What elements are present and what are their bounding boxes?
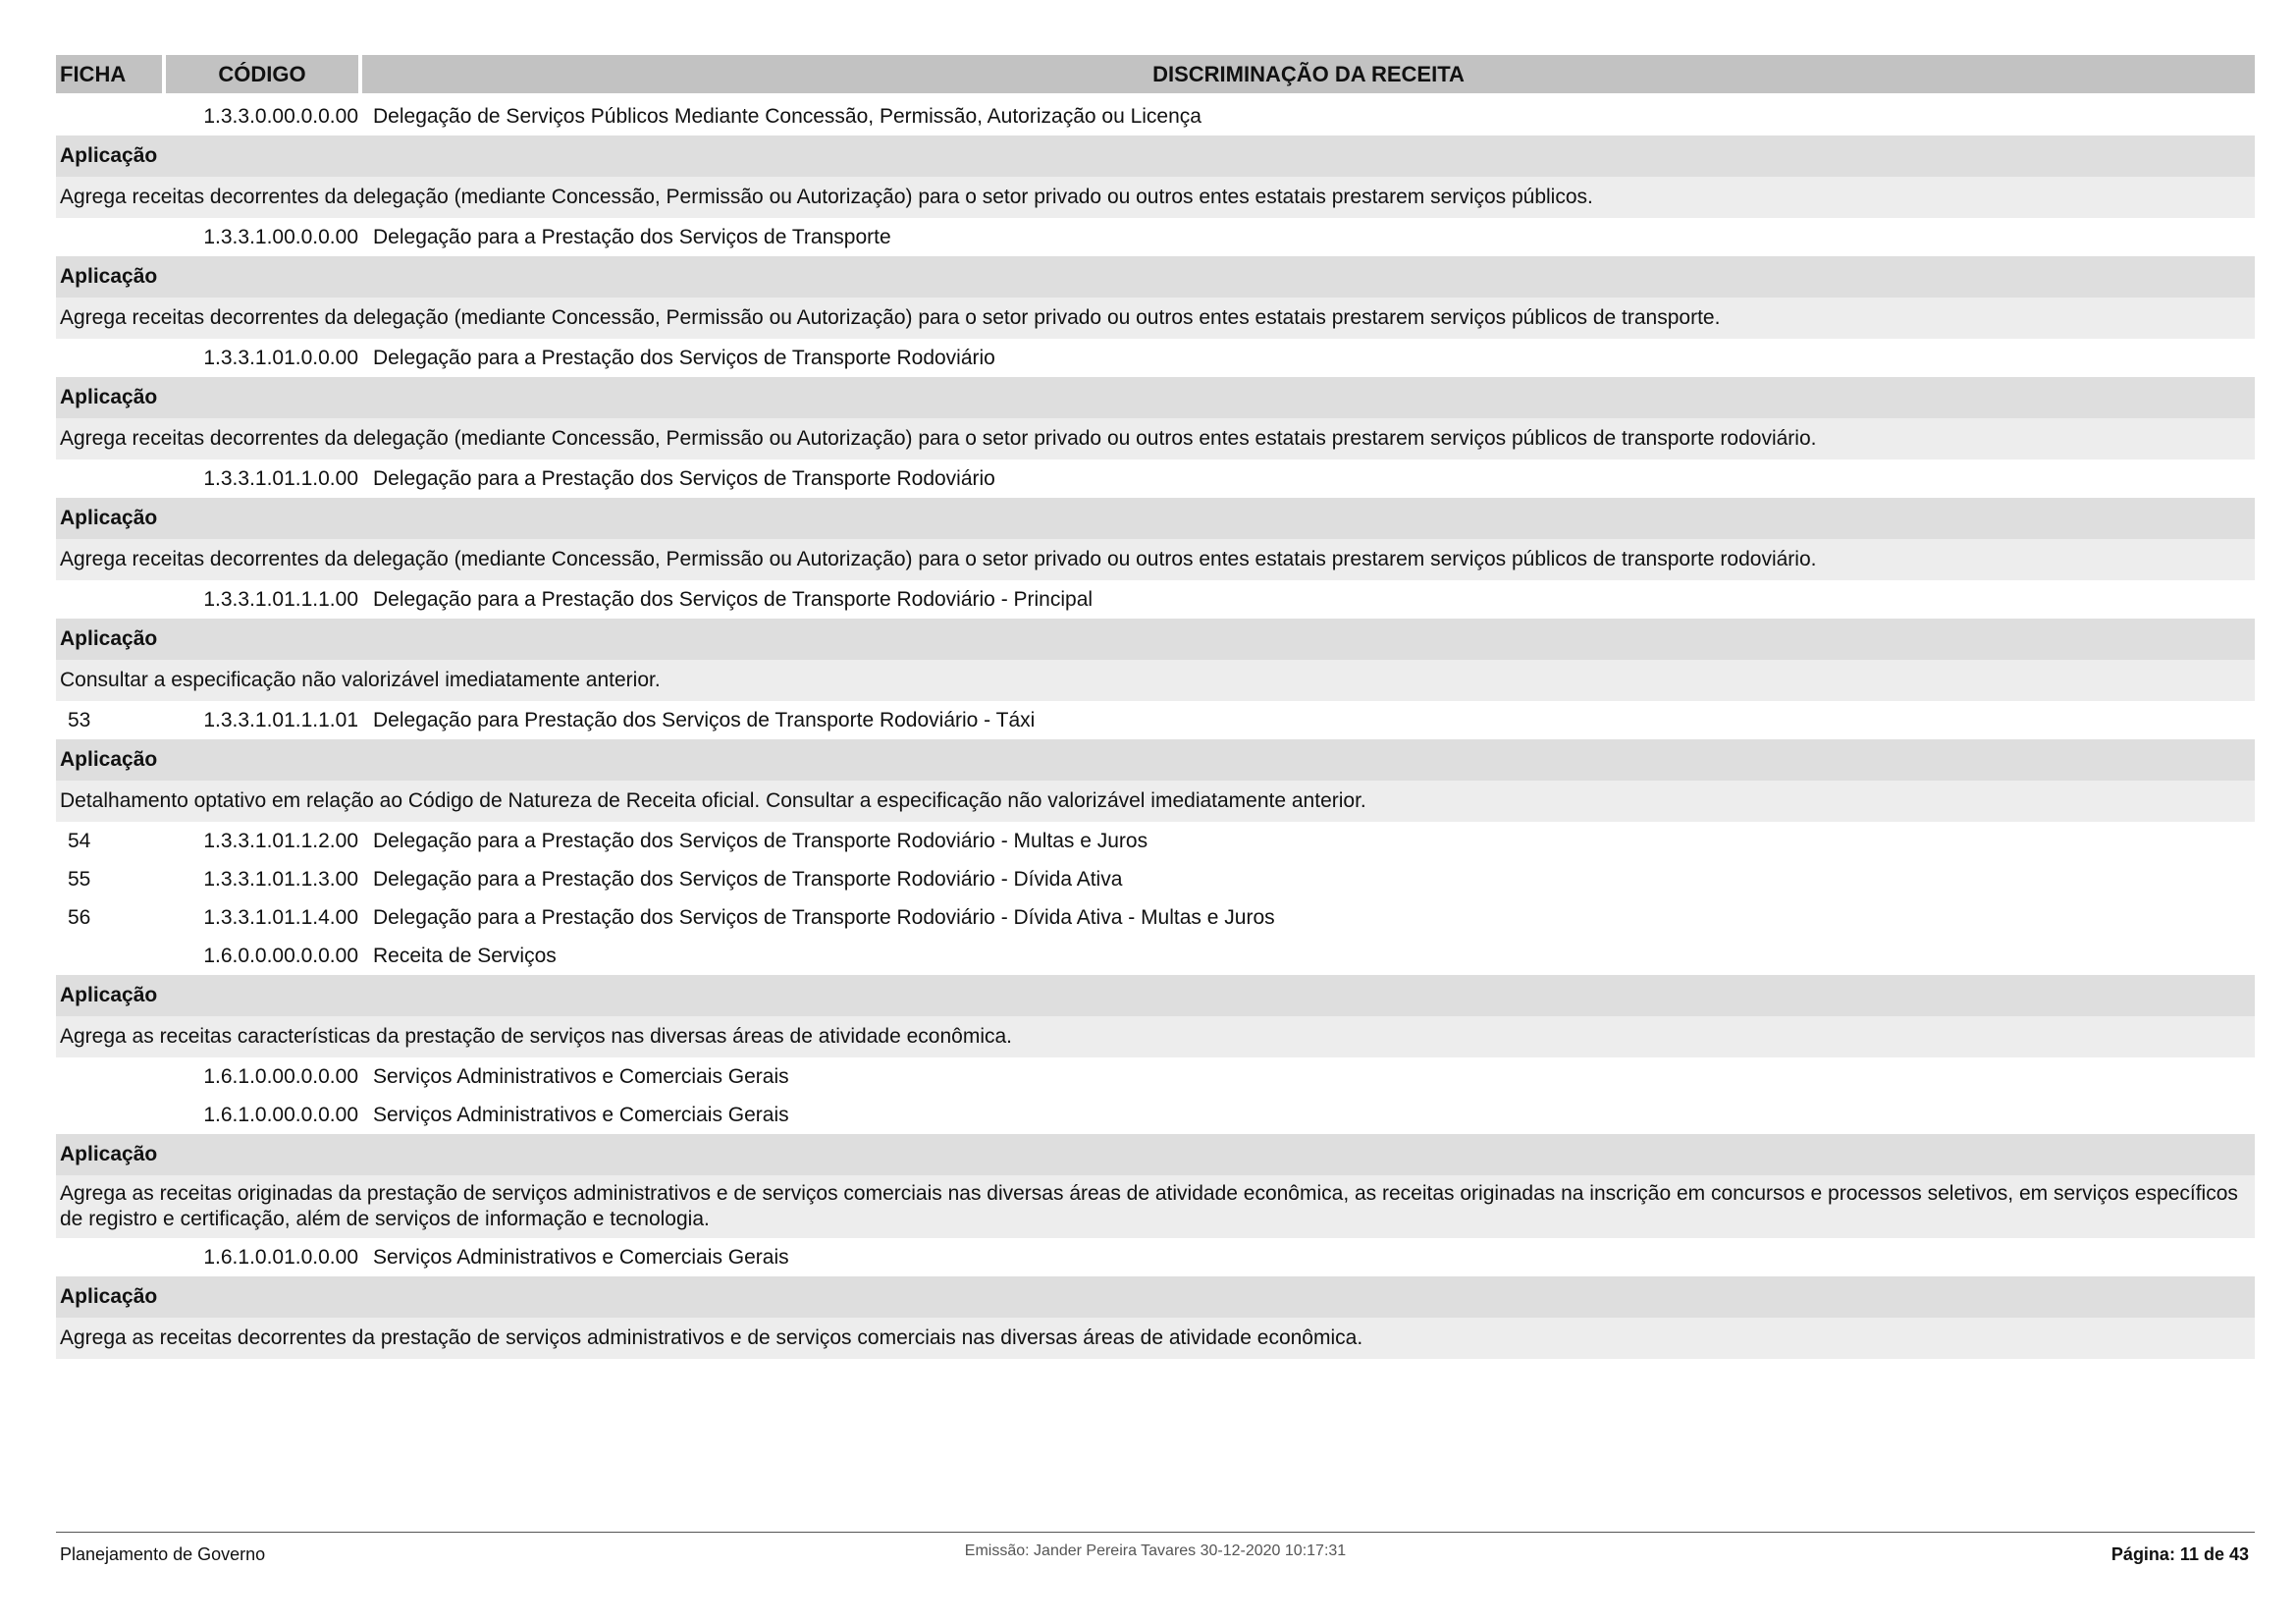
descricao-cell: Delegação para a Prestação dos Serviços de Transporte Rodoviário (373, 466, 995, 490)
codigo-cell: 1.3.3.0.00.0.0.00 (203, 104, 358, 128)
header-ficha: FICHA (56, 55, 162, 93)
codigo-cell: 1.6.1.0.00.0.0.00 (203, 1064, 358, 1088)
aplicacao-label: Aplicação (56, 975, 2255, 1016)
table-row (56, 218, 2255, 256)
codigo-cell: 1.3.3.1.01.1.4.00 (203, 905, 358, 929)
codigo-cell: 1.6.1.0.00.0.0.00 (203, 1103, 358, 1126)
aplicacao-text: Agrega as receitas características da prestação de serviços nas diversas áreas de atividade econômica. (56, 1016, 2255, 1057)
table-header (56, 55, 2255, 93)
table-row (56, 822, 2255, 860)
aplicacao-label: Aplicação (56, 739, 2255, 781)
descricao-cell: Serviços Administrativos e Comerciais Gerais (373, 1064, 789, 1088)
table-row (56, 701, 2255, 739)
report-page (56, 55, 2255, 1359)
ficha-cell: 53 (68, 708, 91, 731)
table-row (56, 339, 2255, 377)
aplicacao-label: Aplicação (56, 256, 2255, 298)
aplicacao-text: Agrega receitas decorrentes da delegação (mediante Concessão, Permissão ou Autorização) para o setor privado ou outros entes estatais prestarem serviços públicos de transporte rodoviário. (56, 539, 2255, 580)
aplicacao-text: Agrega receitas decorrentes da delegação (mediante Concessão, Permissão ou Autorização) para o setor privado ou outros entes estatais prestarem serviços públicos de transporte rodoviário. (56, 418, 2255, 460)
codigo-cell: 1.3.3.1.01.1.1.00 (203, 587, 358, 611)
aplicacao-label: Aplicação (56, 135, 2255, 177)
descricao-cell: Delegação para a Prestação dos Serviços de Transporte Rodoviário - Multas e Juros (373, 829, 1148, 852)
codigo-cell: 1.3.3.1.01.1.2.00 (203, 829, 358, 852)
aplicacao-text: Agrega as receitas decorrentes da prestação de serviços administrativos e de serviços comerciais nas diversas áreas de atividade econômica. (56, 1318, 2255, 1359)
codigo-cell: 1.3.3.1.00.0.0.00 (203, 225, 358, 248)
descricao-cell: Serviços Administrativos e Comerciais Gerais (373, 1103, 789, 1126)
header-codigo: CÓDIGO (166, 55, 358, 93)
table-row (56, 1096, 2255, 1134)
table-body (56, 97, 2255, 1359)
aplicacao-text: Consultar a especificação não valorizável imediatamente anterior. (56, 660, 2255, 701)
aplicacao-label: Aplicação (56, 1276, 2255, 1318)
table-row (56, 1238, 2255, 1276)
descricao-cell: Delegação para a Prestação dos Serviços de Transporte (373, 225, 891, 248)
descricao-cell: Serviços Administrativos e Comerciais Gerais (373, 1245, 789, 1269)
table-row (56, 580, 2255, 619)
descricao-cell: Delegação para a Prestação dos Serviços de Transporte Rodoviário - Principal (373, 587, 1094, 611)
aplicacao-text: Agrega as receitas originadas da prestação de serviços administrativos e de serviços comerciais nas diversas áreas de atividade econômica, as receitas originadas na inscrição em concursos e processos seletivos, em serviços específicos de registro e certificação, além de serviços de informação e tecnologia. (56, 1175, 2255, 1238)
codigo-cell: 1.3.3.1.01.0.0.00 (203, 346, 358, 369)
footer-emission: Emissão: Jander Pereira Tavares 30-12-2020 10:17:31 (964, 1542, 1347, 1559)
ficha-cell: 56 (68, 905, 91, 929)
codigo-cell: 1.3.3.1.01.1.3.00 (203, 867, 358, 891)
page-footer (56, 1532, 2255, 1572)
descricao-cell: Delegação para a Prestação dos Serviços de Transporte Rodoviário - Dívida Ativa (373, 867, 1123, 891)
descricao-cell: Receita de Serviços (373, 944, 557, 967)
codigo-cell: 1.3.3.1.01.1.1.01 (203, 708, 358, 731)
codigo-cell: 1.6.1.0.01.0.0.00 (203, 1245, 358, 1269)
table-row (56, 97, 2255, 135)
aplicacao-label: Aplicação (56, 619, 2255, 660)
table-row (56, 460, 2255, 498)
aplicacao-text: Agrega receitas decorrentes da delegação (mediante Concessão, Permissão ou Autorização) para o setor privado ou outros entes estatais prestarem serviços públicos de transporte. (56, 298, 2255, 339)
aplicacao-text: Detalhamento optativo em relação ao Código de Natureza de Receita oficial. Consultar a especificação não valorizável imediatamente anterior. (56, 781, 2255, 822)
table-row (56, 937, 2255, 975)
table-row (56, 1057, 2255, 1096)
codigo-cell: 1.3.3.1.01.1.0.00 (203, 466, 358, 490)
descricao-cell: Delegação para a Prestação dos Serviços de Transporte Rodoviário - Dívida Ativa - Multas e Juros (373, 905, 1275, 929)
codigo-cell: 1.6.0.0.00.0.0.00 (203, 944, 358, 967)
descricao-cell: Delegação de Serviços Públicos Mediante Concessão, Permissão, Autorização ou Licença (373, 104, 1201, 128)
aplicacao-label: Aplicação (56, 498, 2255, 539)
aplicacao-text: Agrega receitas decorrentes da delegação (mediante Concessão, Permissão ou Autorização) para o setor privado ou outros entes estatais prestarem serviços públicos. (56, 177, 2255, 218)
table-row (56, 860, 2255, 898)
ficha-cell: 55 (68, 867, 91, 891)
footer-org: Planejamento de Governo (60, 1544, 266, 1564)
descricao-cell: Delegação para a Prestação dos Serviços de Transporte Rodoviário (373, 346, 995, 369)
aplicacao-label: Aplicação (56, 377, 2255, 418)
header-descricao: DISCRIMINAÇÃO DA RECEITA (362, 55, 2255, 93)
ficha-cell: 54 (68, 829, 91, 852)
table-row (56, 898, 2255, 937)
aplicacao-label: Aplicação (56, 1134, 2255, 1175)
footer-page-number: Página: 11 de 43 (2110, 1544, 2249, 1564)
descricao-cell: Delegação para Prestação dos Serviços de Transporte Rodoviário - Táxi (373, 708, 1036, 731)
